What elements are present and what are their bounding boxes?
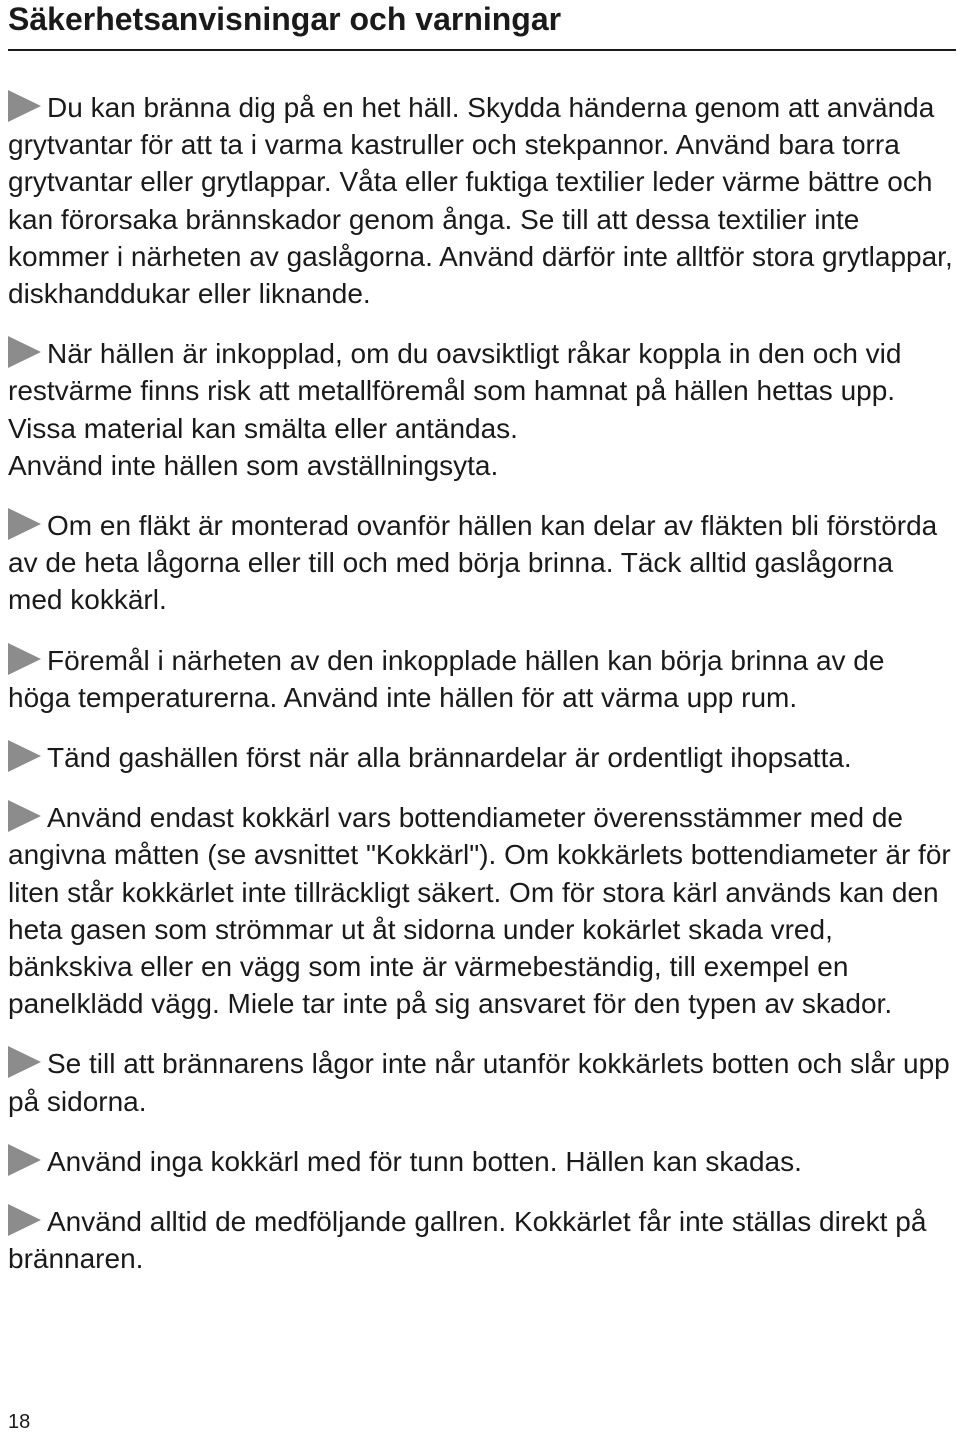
arrow-bullet-icon [8,1204,41,1236]
warnings-list [8,89,954,1277]
warning-paragraph: Använd inte hällen som avställningsyta. [8,449,499,481]
warning-text: När hällen är inkopplad, om du oavsiktligt råkar koppla in den och vid restvärme finns risk att metallföremål som hamnat på hällen hettas upp. [8,338,902,407]
warning-paragraph [8,89,954,312]
warning-paragraph [8,642,954,716]
warning-item [8,89,954,312]
warning-text: Om en fläkt är monterad ovanför hällen kan delar av fläkten bli förstörda av de heta lågorna eller till och med börja brinna. Täck alltid gaslågorna med kokkärl. [8,510,938,616]
arrow-bullet-icon [8,1144,41,1176]
warning-text: Tänd gashällen först när alla brännardelar är ordentligt ihopsatta. [47,742,852,774]
warning-text: Använd endast kokkärl vars bottendiameter överensstämmer med de angivna måtten (se avsnittet "Kokkärl"). Om kokkärlets bottendiameter är för liten står kokkärlet inte tillräckligt säkert. Om för stora kärl används kan den heta gasen som strömmar ut åt sidorna under kokärlet skada vred, bänkskiva eller en vägg som inte är värmebeständig, till exempel en panelklädd vägg. Miele tar inte på sig ansvaret för den typen av skador. [8,802,951,1020]
warning-item [8,507,954,619]
warning-text: Använd inga kokkärl med för tunn botten. Hällen kan skadas. [47,1145,802,1177]
arrow-bullet-icon [8,90,41,122]
warning-paragraph [8,507,954,619]
title-rule [8,49,956,51]
warning-paragraph [8,799,954,1022]
warning-item [8,1045,954,1119]
warning-item [8,799,954,1022]
arrow-bullet-icon [8,643,41,675]
arrow-bullet-icon [8,1046,41,1078]
warning-item [8,739,954,776]
arrow-bullet-icon [8,800,41,832]
warning-paragraph: Vissa material kan smälta eller antändas. [8,412,518,444]
warning-item [8,1203,954,1277]
warning-item [8,1143,954,1180]
arrow-bullet-icon [8,336,41,368]
warning-paragraph [8,1143,954,1180]
warning-paragraph [8,739,954,776]
warning-item [8,335,954,484]
page-number: 18 [8,1411,31,1433]
arrow-bullet-icon [8,508,41,540]
warning-text: Se till att brännarens lågor inte når utanför kokkärlets botten och slår upp på sidorna. [8,1048,950,1117]
page-title: Säkerhetsanvisningar och varningar [8,1,562,37]
warning-text: Föremål i närheten av den inkopplade hällen kan börja brinna av de höga temperaturerna. Använd inte hällen för att värma upp rum. [8,644,885,713]
arrow-bullet-icon [8,740,41,772]
warning-paragraph [8,1203,954,1277]
warning-item [8,642,954,716]
warning-text: Använd alltid de medföljande gallren. Kokkärlet får inte ställas direkt på brännaren. [8,1206,927,1275]
warning-paragraph [8,1045,954,1119]
warning-text: Du kan bränna dig på en het häll. Skydda händerna genom att använda grytvantar för att ta i varma kastruller och stekpannor. Använd bara torra grytvantar eller grytlappar. Våta eller fuktiga textilier leder värme bättre och kan förorsaka brännskador genom ånga. Se till att dessa textilier inte kommer i närheten av gaslågorna. Använd därför inte alltför stora grytlappar, diskhanddukar eller liknande. [8,92,953,310]
warning-paragraph [8,335,954,409]
